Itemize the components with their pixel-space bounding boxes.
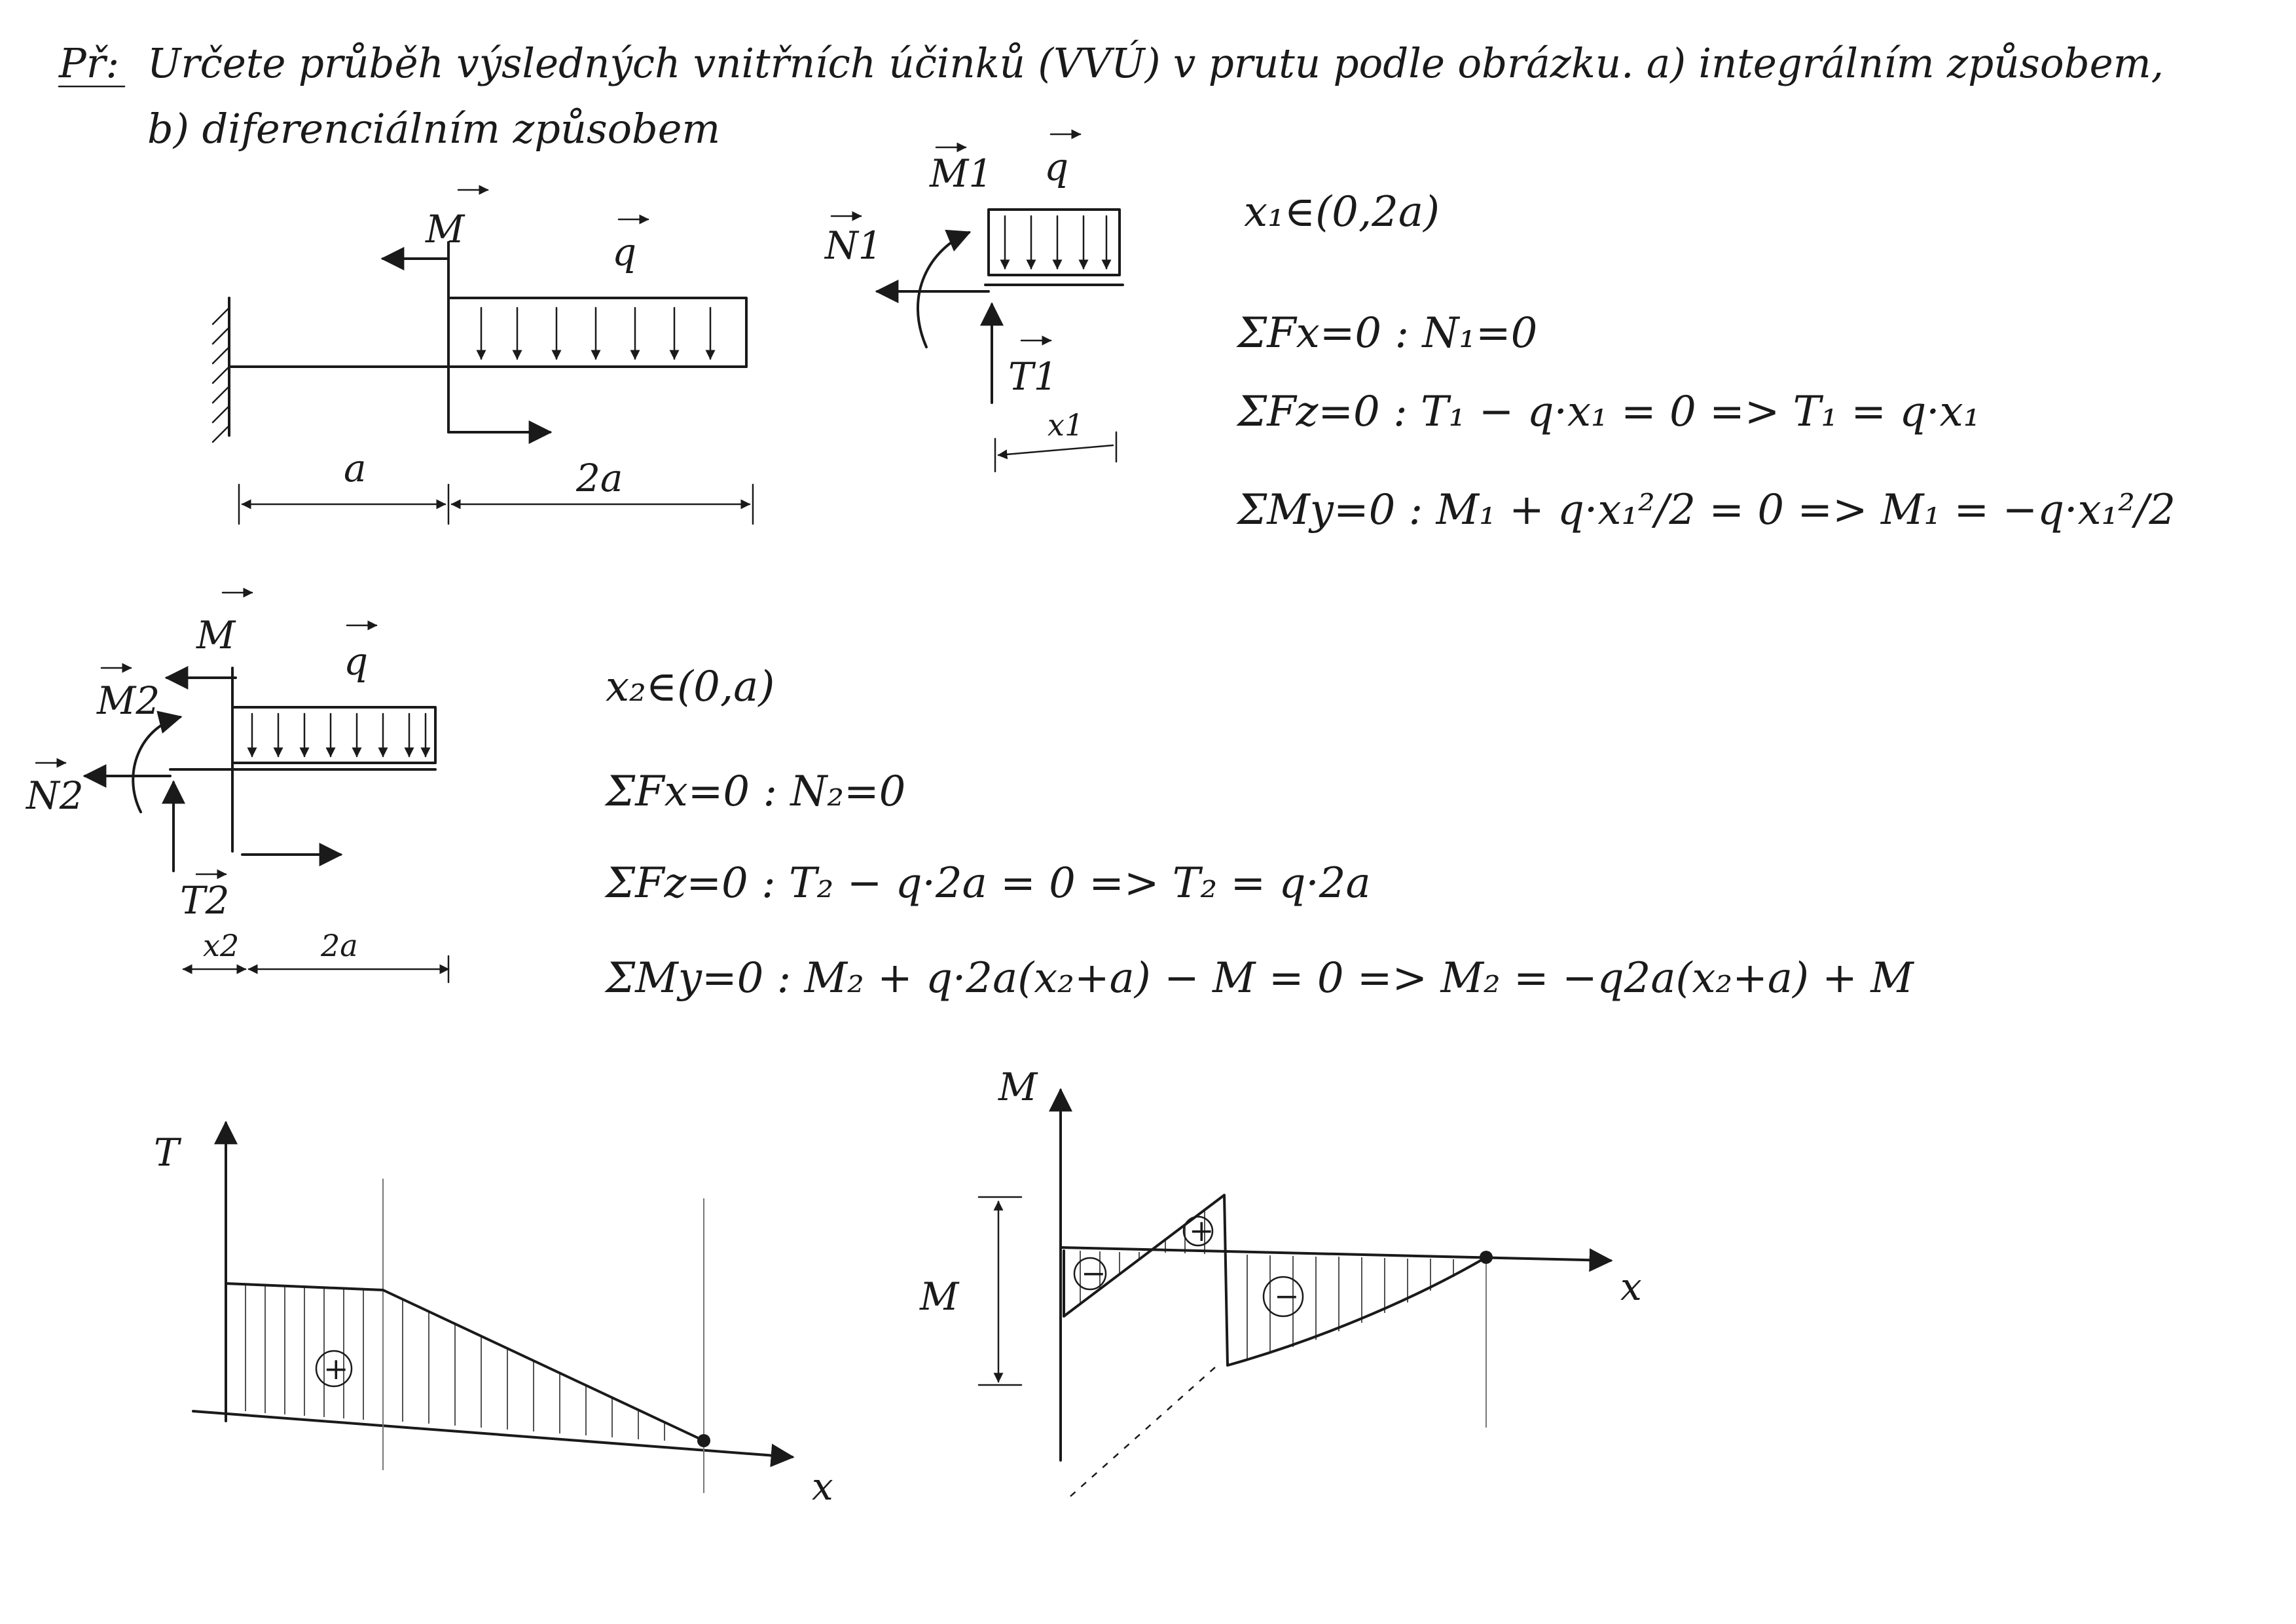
moment-sign-1: −: [1081, 1255, 1106, 1291]
moment-diagram: [919, 1065, 1642, 1496]
shear-x-axis-label: x: [812, 1464, 833, 1509]
section1-load-label: q: [1044, 145, 1069, 189]
section2-eq-fx: ΣFx=0 : N₂=0: [606, 767, 906, 816]
section1-coord-label: x1: [1048, 407, 1084, 443]
header-prefix: Př:: [59, 39, 120, 87]
section1-range: x₁∈(0,2a): [1244, 188, 1440, 236]
section1-eq-fz: ΣFz=0 : T₁ − q·x₁ = 0 => T₁ = q·x₁: [1237, 388, 1980, 436]
section1-moment-label: M1: [930, 151, 993, 196]
beam-moment-label: M: [426, 207, 465, 251]
section1-fbd: [824, 134, 1123, 471]
section1-eq-my: ΣMy=0 : M₁ + q·x₁²/2 = 0 => M₁ = −q·x₁²/2: [1237, 486, 2176, 534]
moment-sign-2: +: [1189, 1213, 1214, 1248]
header: [58, 39, 2164, 153]
shear-diagram: [154, 1123, 833, 1509]
section2-equations: [604, 663, 1914, 1003]
section2-coord-label: x2: [203, 928, 240, 963]
header-line1: Určete průběh výsledných vnitřních účinků (VVÚ) v prutu podle obrázku. a) integrálním způsobem,: [147, 39, 2164, 87]
moment-jump-label: M: [920, 1274, 959, 1319]
section2-moment-label: M2: [97, 678, 160, 723]
beam-diagram: [213, 190, 753, 524]
section1-shear-label: T1: [1008, 354, 1058, 399]
section2-range: x₂∈(0,a): [606, 663, 775, 711]
distributed-load-arrows: [481, 308, 710, 359]
section2-eq-fz: ΣFz=0 : T₂ − q·2a = 0 => T₂ = q·2a: [606, 859, 1371, 908]
header-line2: b) diferenciálním způsobem: [147, 105, 721, 153]
section2-normal-label: N2: [26, 773, 84, 818]
section2-span-label: 2a: [321, 928, 358, 963]
section1-eq-fx: ΣFx=0 : N₁=0: [1237, 309, 1538, 358]
section2-eq-my: ΣMy=0 : M₂ + q·2a(x₂+a) − M = 0 => M₂ = −q2a(x₂+a) + M: [606, 954, 1914, 1003]
section2-fbd: [25, 593, 448, 982]
section1-normal-label: N1: [825, 223, 883, 268]
section2-applied-moment-label: M: [196, 613, 236, 657]
moment-x-axis-label: x: [1620, 1264, 1642, 1309]
moment-axis-label: M: [998, 1065, 1038, 1109]
shear-sign: +: [323, 1351, 349, 1386]
section2-shear-label: T2: [180, 878, 230, 923]
section2-load-label: q: [344, 639, 369, 684]
span-right-label: 2a: [576, 456, 623, 500]
beam-load-label: q: [612, 230, 637, 274]
shear-axis-label: T: [154, 1130, 179, 1175]
span-left-label: a: [344, 446, 367, 490]
shear-hatching: [246, 1285, 665, 1441]
section1-equations: [1236, 188, 2176, 534]
moment-sign-3: −: [1274, 1278, 1300, 1314]
